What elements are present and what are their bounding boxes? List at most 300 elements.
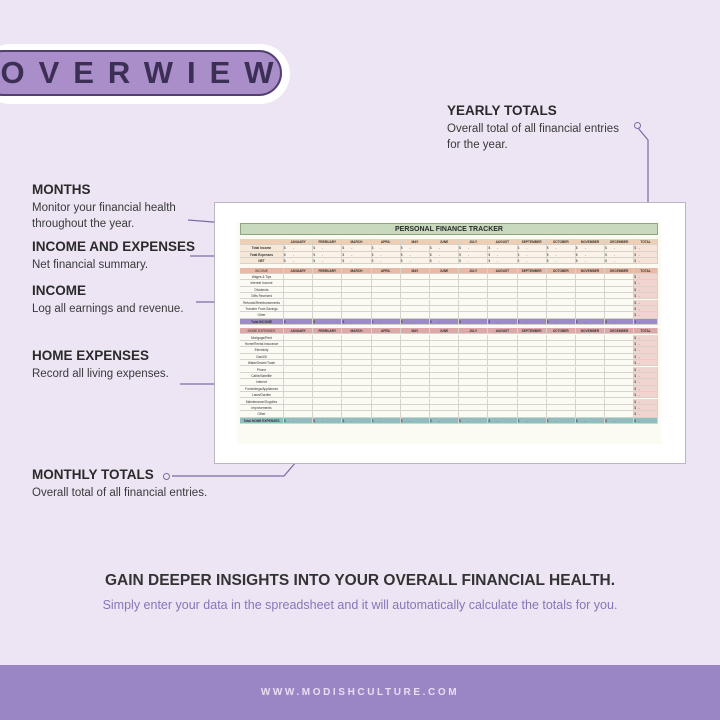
- month-cell[interactable]: [547, 306, 576, 312]
- month-cell[interactable]: [284, 341, 313, 347]
- month-cell[interactable]: [372, 274, 401, 280]
- month-cell[interactable]: $ -: [284, 252, 313, 258]
- month-cell[interactable]: [284, 405, 313, 411]
- month-cell[interactable]: [518, 360, 547, 366]
- month-cell[interactable]: [518, 306, 547, 312]
- month-cell[interactable]: [488, 360, 517, 366]
- month-cell[interactable]: [605, 411, 634, 417]
- month-cell[interactable]: $ -: [605, 252, 634, 258]
- month-cell[interactable]: $ -: [313, 252, 342, 258]
- month-cell[interactable]: [459, 386, 488, 392]
- month-cell[interactable]: [401, 405, 430, 411]
- month-cell[interactable]: [401, 306, 430, 312]
- month-cell[interactable]: [518, 367, 547, 373]
- month-cell[interactable]: [459, 347, 488, 353]
- month-cell[interactable]: [576, 386, 605, 392]
- month-cell[interactable]: [342, 373, 371, 379]
- month-cell[interactable]: [488, 341, 517, 347]
- month-cell[interactable]: [313, 367, 342, 373]
- month-cell[interactable]: [518, 280, 547, 286]
- month-cell[interactable]: [313, 341, 342, 347]
- month-cell[interactable]: [459, 360, 488, 366]
- month-cell[interactable]: $ -: [518, 245, 547, 251]
- month-cell[interactable]: [430, 274, 459, 280]
- month-cell[interactable]: [284, 367, 313, 373]
- month-cell[interactable]: $ -: [313, 258, 342, 264]
- month-cell[interactable]: $ -: [430, 418, 459, 424]
- month-cell[interactable]: [488, 335, 517, 341]
- month-cell[interactable]: [605, 399, 634, 405]
- month-cell[interactable]: [372, 287, 401, 293]
- month-cell[interactable]: [459, 379, 488, 385]
- month-cell[interactable]: [284, 287, 313, 293]
- month-cell[interactable]: [342, 386, 371, 392]
- month-cell[interactable]: $ -: [313, 319, 342, 325]
- month-cell[interactable]: [342, 367, 371, 373]
- month-cell[interactable]: $ -: [284, 418, 313, 424]
- month-cell[interactable]: [576, 379, 605, 385]
- month-cell[interactable]: [576, 354, 605, 360]
- month-cell[interactable]: [284, 392, 313, 398]
- month-cell[interactable]: $ -: [605, 319, 634, 325]
- month-cell[interactable]: [488, 347, 517, 353]
- month-cell[interactable]: [372, 341, 401, 347]
- month-cell[interactable]: [284, 386, 313, 392]
- month-cell[interactable]: [459, 274, 488, 280]
- month-cell[interactable]: $ -: [401, 258, 430, 264]
- month-cell[interactable]: [342, 280, 371, 286]
- month-cell[interactable]: [284, 399, 313, 405]
- month-cell[interactable]: $ -: [342, 418, 371, 424]
- month-cell[interactable]: [605, 312, 634, 318]
- month-cell[interactable]: [459, 392, 488, 398]
- month-cell[interactable]: [342, 411, 371, 417]
- month-cell[interactable]: [576, 335, 605, 341]
- month-cell[interactable]: [518, 274, 547, 280]
- month-cell[interactable]: [430, 392, 459, 398]
- month-cell[interactable]: [372, 373, 401, 379]
- month-cell[interactable]: [518, 300, 547, 306]
- month-cell[interactable]: $ -: [605, 418, 634, 424]
- month-cell[interactable]: [576, 411, 605, 417]
- month-cell[interactable]: [518, 386, 547, 392]
- month-cell[interactable]: [313, 411, 342, 417]
- month-cell[interactable]: [605, 386, 634, 392]
- month-cell[interactable]: [547, 335, 576, 341]
- month-cell[interactable]: [430, 367, 459, 373]
- month-cell[interactable]: [547, 280, 576, 286]
- month-cell[interactable]: [518, 405, 547, 411]
- month-cell[interactable]: [547, 379, 576, 385]
- month-cell[interactable]: [401, 411, 430, 417]
- month-cell[interactable]: $ -: [342, 252, 371, 258]
- month-cell[interactable]: [488, 386, 517, 392]
- month-cell[interactable]: [430, 335, 459, 341]
- month-cell[interactable]: [518, 411, 547, 417]
- month-cell[interactable]: [518, 293, 547, 299]
- month-cell[interactable]: [576, 373, 605, 379]
- month-cell[interactable]: [284, 280, 313, 286]
- month-cell[interactable]: [372, 306, 401, 312]
- month-cell[interactable]: [430, 399, 459, 405]
- month-cell[interactable]: [547, 354, 576, 360]
- month-cell[interactable]: [313, 386, 342, 392]
- month-cell[interactable]: [284, 335, 313, 341]
- month-cell[interactable]: $ -: [547, 245, 576, 251]
- month-cell[interactable]: [459, 354, 488, 360]
- month-cell[interactable]: $ -: [488, 252, 517, 258]
- month-cell[interactable]: $ -: [430, 258, 459, 264]
- month-cell[interactable]: [488, 405, 517, 411]
- month-cell[interactable]: [372, 312, 401, 318]
- month-cell[interactable]: $ -: [401, 245, 430, 251]
- month-cell[interactable]: [284, 312, 313, 318]
- month-cell[interactable]: $ -: [313, 245, 342, 251]
- month-cell[interactable]: [459, 335, 488, 341]
- month-cell[interactable]: [488, 411, 517, 417]
- month-cell[interactable]: [518, 392, 547, 398]
- month-cell[interactable]: [372, 392, 401, 398]
- month-cell[interactable]: [284, 300, 313, 306]
- month-cell[interactable]: $ -: [547, 252, 576, 258]
- month-cell[interactable]: $ -: [284, 319, 313, 325]
- month-cell[interactable]: $ -: [459, 418, 488, 424]
- month-cell[interactable]: [342, 341, 371, 347]
- month-cell[interactable]: $ -: [372, 252, 401, 258]
- month-cell[interactable]: [342, 287, 371, 293]
- month-cell[interactable]: [430, 341, 459, 347]
- month-cell[interactable]: [372, 379, 401, 385]
- month-cell[interactable]: $ -: [401, 252, 430, 258]
- month-cell[interactable]: [547, 347, 576, 353]
- month-cell[interactable]: [605, 379, 634, 385]
- month-cell[interactable]: [605, 306, 634, 312]
- month-cell[interactable]: [342, 405, 371, 411]
- month-cell[interactable]: [547, 399, 576, 405]
- month-cell[interactable]: [547, 293, 576, 299]
- month-cell[interactable]: [459, 411, 488, 417]
- month-cell[interactable]: [518, 347, 547, 353]
- month-cell[interactable]: [547, 274, 576, 280]
- month-cell[interactable]: $ -: [459, 319, 488, 325]
- month-cell[interactable]: [430, 287, 459, 293]
- month-cell[interactable]: [313, 306, 342, 312]
- month-cell[interactable]: [284, 373, 313, 379]
- month-cell[interactable]: [576, 392, 605, 398]
- month-cell[interactable]: [459, 341, 488, 347]
- month-cell[interactable]: $ -: [518, 252, 547, 258]
- website-link[interactable]: WWW.MODISHCULTURE.COM: [260, 687, 460, 698]
- month-cell[interactable]: [401, 347, 430, 353]
- month-cell[interactable]: [342, 335, 371, 341]
- month-cell[interactable]: [430, 405, 459, 411]
- month-cell[interactable]: $ -: [518, 258, 547, 264]
- month-cell[interactable]: [372, 386, 401, 392]
- month-cell[interactable]: [576, 280, 605, 286]
- month-cell[interactable]: [547, 312, 576, 318]
- month-cell[interactable]: [605, 354, 634, 360]
- month-cell[interactable]: [372, 293, 401, 299]
- month-cell[interactable]: [430, 293, 459, 299]
- month-cell[interactable]: [401, 354, 430, 360]
- month-cell[interactable]: [488, 392, 517, 398]
- month-cell[interactable]: [401, 399, 430, 405]
- month-cell[interactable]: $ -: [372, 245, 401, 251]
- month-cell[interactable]: [401, 392, 430, 398]
- month-cell[interactable]: $ -: [576, 319, 605, 325]
- month-cell[interactable]: [518, 341, 547, 347]
- month-cell[interactable]: $ -: [401, 418, 430, 424]
- month-cell[interactable]: [401, 386, 430, 392]
- month-cell[interactable]: [576, 312, 605, 318]
- month-cell[interactable]: $ -: [518, 319, 547, 325]
- month-cell[interactable]: [342, 293, 371, 299]
- month-cell[interactable]: $ -: [547, 418, 576, 424]
- month-cell[interactable]: [372, 367, 401, 373]
- month-cell[interactable]: [372, 335, 401, 341]
- month-cell[interactable]: $ -: [284, 258, 313, 264]
- month-cell[interactable]: [576, 300, 605, 306]
- month-cell[interactable]: $ -: [576, 252, 605, 258]
- month-cell[interactable]: [547, 367, 576, 373]
- month-cell[interactable]: [342, 379, 371, 385]
- month-cell[interactable]: [284, 360, 313, 366]
- month-cell[interactable]: [401, 280, 430, 286]
- month-cell[interactable]: [605, 367, 634, 373]
- month-cell[interactable]: [547, 386, 576, 392]
- month-cell[interactable]: [401, 367, 430, 373]
- month-cell[interactable]: [313, 354, 342, 360]
- month-cell[interactable]: [342, 360, 371, 366]
- month-cell[interactable]: [547, 287, 576, 293]
- month-cell[interactable]: [488, 379, 517, 385]
- month-cell[interactable]: $ -: [488, 258, 517, 264]
- month-cell[interactable]: [459, 405, 488, 411]
- month-cell[interactable]: [313, 300, 342, 306]
- month-cell[interactable]: [372, 354, 401, 360]
- month-cell[interactable]: [430, 386, 459, 392]
- month-cell[interactable]: [488, 373, 517, 379]
- month-cell[interactable]: [547, 405, 576, 411]
- month-cell[interactable]: [401, 341, 430, 347]
- month-cell[interactable]: $ -: [518, 418, 547, 424]
- month-cell[interactable]: [284, 354, 313, 360]
- month-cell[interactable]: [459, 367, 488, 373]
- month-cell[interactable]: [488, 300, 517, 306]
- month-cell[interactable]: [576, 341, 605, 347]
- month-cell[interactable]: [342, 312, 371, 318]
- month-cell[interactable]: [488, 312, 517, 318]
- month-cell[interactable]: $ -: [372, 418, 401, 424]
- month-cell[interactable]: [488, 274, 517, 280]
- month-cell[interactable]: [284, 293, 313, 299]
- month-cell[interactable]: [518, 312, 547, 318]
- month-cell[interactable]: [313, 293, 342, 299]
- month-cell[interactable]: $ -: [488, 418, 517, 424]
- month-cell[interactable]: [518, 399, 547, 405]
- month-cell[interactable]: $ -: [284, 245, 313, 251]
- month-cell[interactable]: [430, 379, 459, 385]
- month-cell[interactable]: [313, 399, 342, 405]
- month-cell[interactable]: $ -: [605, 258, 634, 264]
- month-cell[interactable]: [547, 373, 576, 379]
- month-cell[interactable]: [284, 306, 313, 312]
- month-cell[interactable]: [372, 347, 401, 353]
- month-cell[interactable]: $ -: [459, 258, 488, 264]
- month-cell[interactable]: [488, 287, 517, 293]
- month-cell[interactable]: [459, 399, 488, 405]
- month-cell[interactable]: [547, 341, 576, 347]
- month-cell[interactable]: [605, 341, 634, 347]
- month-cell[interactable]: $ -: [459, 252, 488, 258]
- month-cell[interactable]: [401, 293, 430, 299]
- month-cell[interactable]: [576, 293, 605, 299]
- month-cell[interactable]: [313, 335, 342, 341]
- month-cell[interactable]: [372, 411, 401, 417]
- month-cell[interactable]: $ -: [430, 245, 459, 251]
- month-cell[interactable]: [313, 360, 342, 366]
- month-cell[interactable]: [313, 274, 342, 280]
- month-cell[interactable]: [430, 373, 459, 379]
- month-cell[interactable]: $ -: [430, 252, 459, 258]
- month-cell[interactable]: $ -: [488, 319, 517, 325]
- month-cell[interactable]: [459, 373, 488, 379]
- month-cell[interactable]: [313, 405, 342, 411]
- month-cell[interactable]: [605, 280, 634, 286]
- month-cell[interactable]: [372, 300, 401, 306]
- month-cell[interactable]: $ -: [342, 258, 371, 264]
- month-cell[interactable]: [605, 405, 634, 411]
- month-cell[interactable]: [459, 312, 488, 318]
- month-cell[interactable]: [605, 373, 634, 379]
- month-cell[interactable]: $ -: [547, 258, 576, 264]
- month-cell[interactable]: [605, 335, 634, 341]
- month-cell[interactable]: [488, 293, 517, 299]
- month-cell[interactable]: $ -: [401, 319, 430, 325]
- month-cell[interactable]: [342, 399, 371, 405]
- month-cell[interactable]: [459, 300, 488, 306]
- month-cell[interactable]: [518, 287, 547, 293]
- month-cell[interactable]: $ -: [576, 245, 605, 251]
- month-cell[interactable]: $ -: [342, 245, 371, 251]
- month-cell[interactable]: $ -: [430, 319, 459, 325]
- month-cell[interactable]: [459, 293, 488, 299]
- month-cell[interactable]: [284, 411, 313, 417]
- month-cell[interactable]: $ -: [576, 418, 605, 424]
- month-cell[interactable]: [372, 360, 401, 366]
- month-cell[interactable]: [313, 379, 342, 385]
- month-cell[interactable]: $ -: [313, 418, 342, 424]
- month-cell[interactable]: $ -: [372, 258, 401, 264]
- month-cell[interactable]: [576, 306, 605, 312]
- month-cell[interactable]: [518, 354, 547, 360]
- month-cell[interactable]: [342, 392, 371, 398]
- month-cell[interactable]: $ -: [342, 319, 371, 325]
- month-cell[interactable]: [459, 306, 488, 312]
- month-cell[interactable]: [342, 306, 371, 312]
- month-cell[interactable]: [401, 287, 430, 293]
- month-cell[interactable]: [430, 306, 459, 312]
- month-cell[interactable]: [313, 392, 342, 398]
- month-cell[interactable]: [313, 280, 342, 286]
- month-cell[interactable]: [576, 399, 605, 405]
- month-cell[interactable]: [605, 274, 634, 280]
- month-cell[interactable]: $ -: [605, 245, 634, 251]
- month-cell[interactable]: [488, 306, 517, 312]
- month-cell[interactable]: [518, 379, 547, 385]
- month-cell[interactable]: [576, 360, 605, 366]
- month-cell[interactable]: [576, 405, 605, 411]
- month-cell[interactable]: [430, 354, 459, 360]
- month-cell[interactable]: $ -: [488, 245, 517, 251]
- month-cell[interactable]: [284, 379, 313, 385]
- month-cell[interactable]: [372, 280, 401, 286]
- month-cell[interactable]: [605, 392, 634, 398]
- month-cell[interactable]: [430, 280, 459, 286]
- month-cell[interactable]: [547, 360, 576, 366]
- month-cell[interactable]: [430, 360, 459, 366]
- month-cell[interactable]: [576, 274, 605, 280]
- month-cell[interactable]: $ -: [459, 245, 488, 251]
- month-cell[interactable]: [576, 287, 605, 293]
- month-cell[interactable]: [401, 274, 430, 280]
- month-cell[interactable]: [401, 379, 430, 385]
- month-cell[interactable]: [401, 335, 430, 341]
- month-cell[interactable]: [518, 335, 547, 341]
- month-cell[interactable]: [547, 300, 576, 306]
- month-cell[interactable]: [547, 392, 576, 398]
- month-cell[interactable]: [342, 274, 371, 280]
- month-cell[interactable]: [488, 354, 517, 360]
- month-cell[interactable]: [488, 280, 517, 286]
- month-cell[interactable]: $ -: [547, 319, 576, 325]
- month-cell[interactable]: [547, 411, 576, 417]
- month-cell[interactable]: [605, 300, 634, 306]
- month-cell[interactable]: [605, 360, 634, 366]
- month-cell[interactable]: [401, 312, 430, 318]
- month-cell[interactable]: [342, 354, 371, 360]
- month-cell[interactable]: [401, 373, 430, 379]
- month-cell[interactable]: [430, 300, 459, 306]
- month-cell[interactable]: [342, 347, 371, 353]
- month-cell[interactable]: [576, 367, 605, 373]
- month-cell[interactable]: [284, 347, 313, 353]
- month-cell[interactable]: [313, 287, 342, 293]
- month-cell[interactable]: [313, 312, 342, 318]
- month-cell[interactable]: [605, 293, 634, 299]
- month-cell[interactable]: [313, 347, 342, 353]
- month-cell[interactable]: [372, 405, 401, 411]
- month-cell[interactable]: [459, 280, 488, 286]
- month-cell[interactable]: [488, 399, 517, 405]
- month-cell[interactable]: [430, 347, 459, 353]
- month-cell[interactable]: [430, 312, 459, 318]
- month-cell[interactable]: [488, 367, 517, 373]
- month-cell[interactable]: [342, 300, 371, 306]
- month-cell[interactable]: [605, 347, 634, 353]
- month-cell[interactable]: [576, 347, 605, 353]
- month-cell[interactable]: $ -: [372, 319, 401, 325]
- month-cell[interactable]: [401, 300, 430, 306]
- month-cell[interactable]: $ -: [576, 258, 605, 264]
- month-cell[interactable]: [605, 287, 634, 293]
- month-cell[interactable]: [401, 360, 430, 366]
- month-cell[interactable]: [459, 287, 488, 293]
- month-cell[interactable]: [518, 373, 547, 379]
- month-cell[interactable]: [313, 373, 342, 379]
- month-cell[interactable]: [372, 399, 401, 405]
- month-cell[interactable]: [284, 274, 313, 280]
